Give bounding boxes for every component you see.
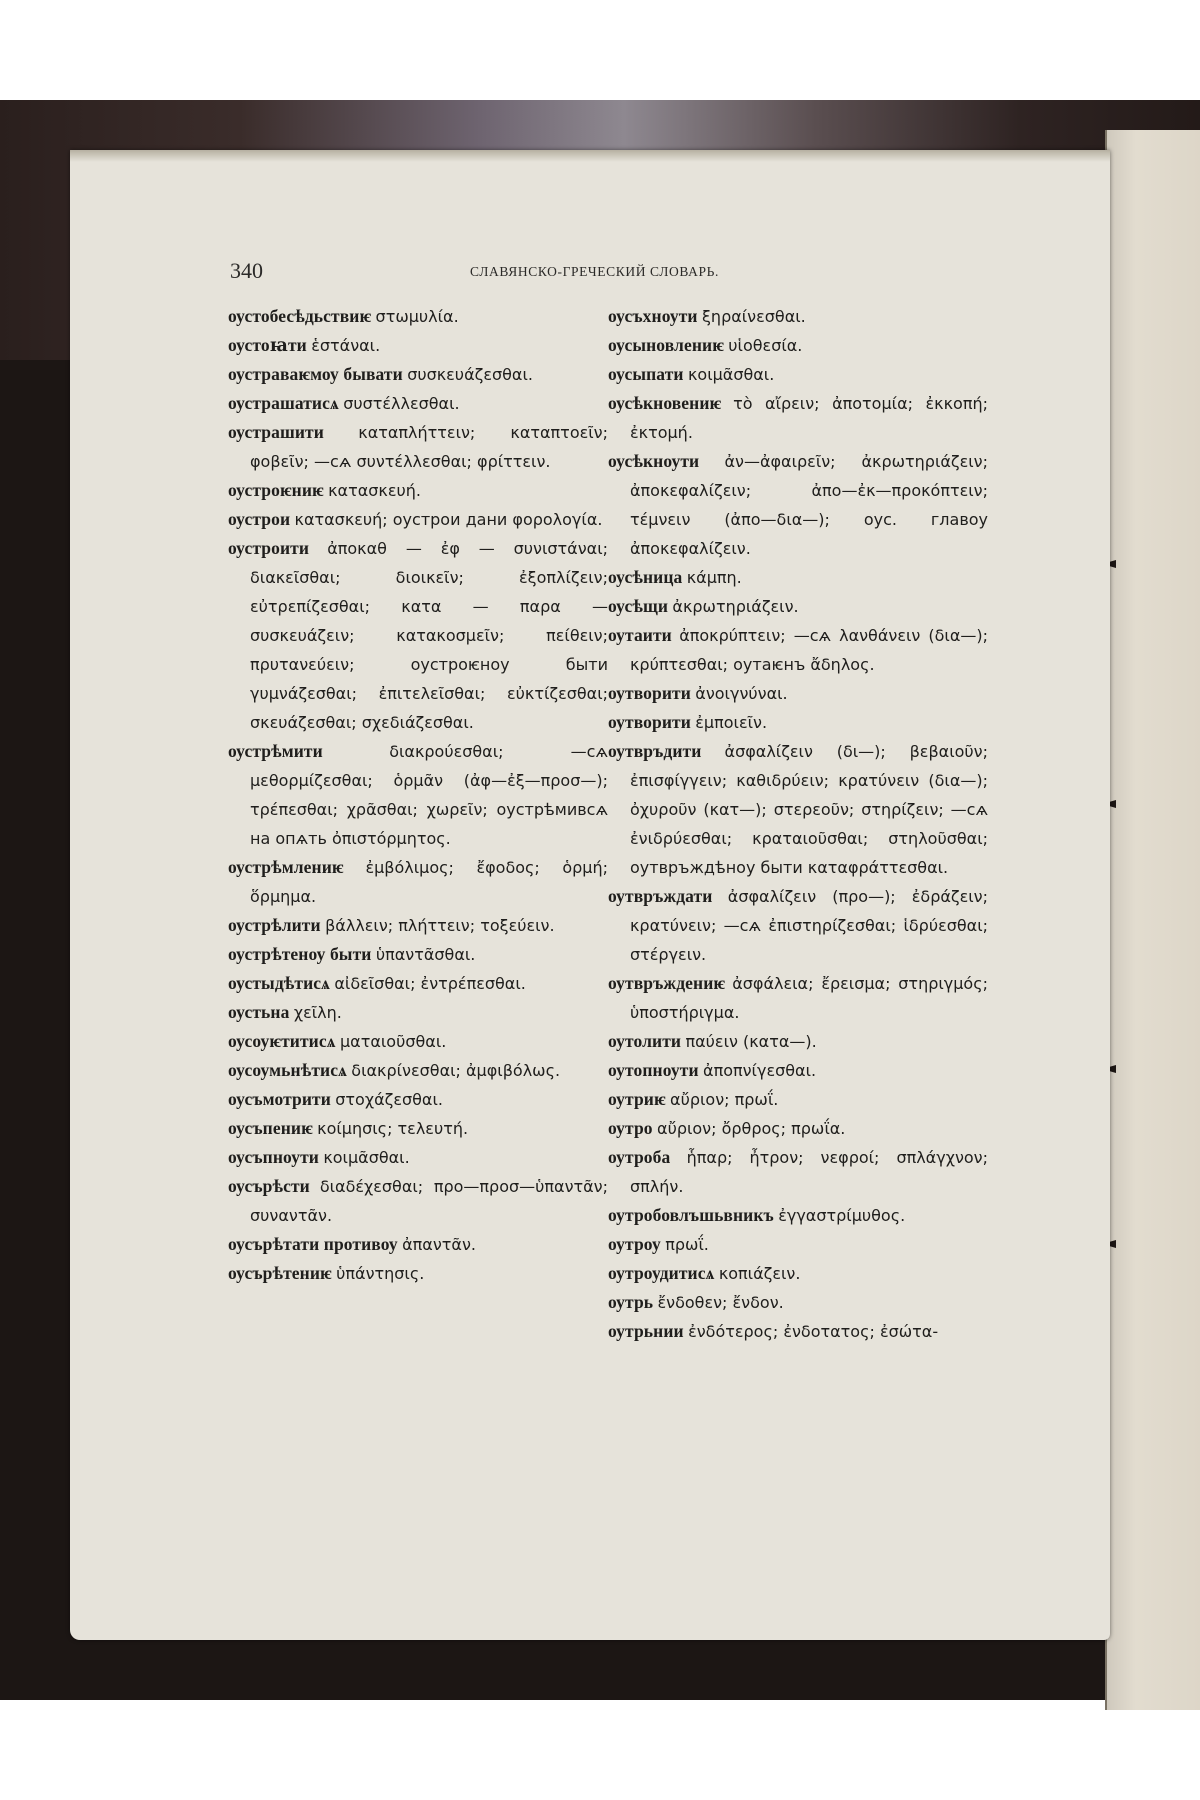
greek-gloss: ἑστάναι.	[311, 336, 381, 355]
greek-gloss: χεῖλη.	[293, 1003, 342, 1022]
dictionary-entry	[228, 418, 608, 476]
headword: оустобесѣдьствиѥ	[228, 306, 372, 326]
greek-gloss: πρωΐ.	[665, 1235, 709, 1254]
dictionary-entry	[608, 1114, 988, 1143]
greek-gloss: ἐνδότερος; ἐνδοτατος; ἐσώτα-	[688, 1322, 939, 1341]
dictionary-entry	[228, 1056, 608, 1085]
photo-bottom-margin	[0, 1700, 1200, 1800]
greek-gloss: ἔνδοθεν; ἔνδον.	[657, 1293, 784, 1312]
greek-gloss: κάμπη.	[686, 568, 742, 587]
headword: оутворити	[608, 683, 691, 703]
headword: оустрашатисѧ	[228, 393, 339, 413]
headword: оутвръждениѥ	[608, 973, 726, 993]
greek-gloss: ὑπαντᾶσθαι.	[375, 945, 476, 964]
greek-gloss: ἀπαντᾶν.	[402, 1235, 476, 1254]
headword: оутрь	[608, 1292, 654, 1312]
headword: оутробовлъшьвникъ	[608, 1205, 774, 1225]
greek-gloss: διαδέχεσθαι; προ—προσ—ὑπαντᾶν; συναντᾶν.	[250, 1177, 609, 1225]
dictionary-entry	[608, 708, 988, 737]
greek-gloss: ἀσφάλεια; ἔρεισμα; στηριγμός; ὑποστήριγμα.	[630, 974, 988, 1022]
greek-gloss: ματαιοῦσθαι.	[339, 1032, 447, 1051]
greek-gloss: κοίμησις; τελευτή.	[317, 1119, 469, 1138]
greek-gloss: τὸ αἴρειν; ἀποτομία; ἐκκοπή; ἐκτομή.	[630, 394, 988, 442]
dictionary-entry	[608, 389, 988, 447]
greek-gloss: ἀσφαλίζειν (δι—); βεβαιοῦν; ἐπισφίγγειν; καθιδρύειν; κρατύνειν (δια—); ὀχυροῦν (κατ—); στερεοῦν; στηρίζειν; —сѧ ἐνιδρύεσθαι; κραταιοῦσθαι; στηλοῦσθαι; оутвръждѣноу быти καταφράττεσθαι.	[630, 742, 988, 877]
greek-gloss: αἰδεῖσθαι; ἐντρέπεσθαι.	[334, 974, 526, 993]
headword: оутворити	[608, 712, 691, 732]
dictionary-entry	[608, 302, 988, 331]
greek-gloss: ἀποπνίγεσθαι.	[703, 1061, 817, 1080]
headword: оусѣкноути	[608, 451, 700, 471]
dictionary-entry	[608, 360, 988, 389]
dictionary-entry	[228, 737, 608, 853]
headword: оусърѣтениѥ	[228, 1263, 332, 1283]
headword: оутвръдити	[608, 741, 702, 761]
headword: оусыновлениѥ	[608, 335, 724, 355]
greek-gloss: ἀν—ἀφαιρεῖν; ἀκρωτηριάζειν; ἀποκεφαλίζειν; ἀπο—ἐκ—προκόπτειν; τέμνειν (ἀπο—δια—); оус. главоу ἀποκεφαλίζειν.	[630, 452, 988, 558]
headword: оутро	[608, 1118, 653, 1138]
dictionary-entry	[608, 331, 988, 360]
headword: оутаити	[608, 625, 672, 645]
dictionary-entry	[608, 969, 988, 1027]
dictionary-entry	[228, 1114, 608, 1143]
greek-gloss: κοπιάζειν.	[718, 1264, 801, 1283]
running-head: СЛАВЯНСКО-ГРЕЧЕСКИЙ СЛОВАРЬ.	[470, 263, 719, 280]
photo-top-margin	[0, 0, 1200, 100]
headword: оусѣница	[608, 567, 683, 587]
greek-gloss: ξηραίνεσθαι.	[702, 307, 806, 326]
dictionary-entry	[228, 1027, 608, 1056]
dictionary-entry	[228, 940, 608, 969]
left-column	[228, 302, 608, 1288]
greek-gloss: κοιμᾶσθαι.	[323, 1148, 410, 1167]
greek-gloss: ἐμβόλιμος; ἔφοδος; ὁρμή; ὅρμημα.	[250, 858, 609, 906]
dictionary-entry	[608, 1288, 988, 1317]
headword: оутолити	[608, 1031, 682, 1051]
headword: оусърѣсти	[228, 1176, 310, 1196]
headword: оусъмотрити	[228, 1089, 331, 1109]
greek-gloss: ἀνοιγνύναι.	[695, 684, 788, 703]
headword: оустоꙗти	[228, 335, 307, 355]
headword: оусѣкновениѥ	[608, 393, 722, 413]
greek-gloss: ἀποκαθ — ἐφ — συνιστάναι; διακεῖσθαι; διοικεῖν; ἐξοπλίζειν; εὐτρεπίζεσθαι; κατα — παρα — συσκευάζειν; κατακοσμεῖν; πείθειν; πρυτανεύειν; оустроѥноу быти γυμνάζεσθαι; ἐπιτελεῖσθαι; εὐκτίζεσθαι; σκευάζεσθαι; σχεδιάζεσθαι.	[250, 539, 609, 732]
dictionary-entry	[228, 1143, 608, 1172]
greek-gloss: βάλλειν; πλήττειν; τοξεύειν.	[325, 916, 555, 935]
greek-gloss: ἐμποιεῖν.	[695, 713, 768, 732]
dictionary-entry	[228, 302, 608, 331]
headword: оустрѣтеноу быти	[228, 944, 372, 964]
dictionary-entry	[608, 1201, 988, 1230]
headword: оутрьнии	[608, 1321, 684, 1341]
dictionary-entry	[228, 1230, 608, 1259]
headword: оусърѣтати противоу	[228, 1234, 398, 1254]
headword: оустрѣмити	[228, 741, 323, 761]
headword: оутроудитисѧ	[608, 1263, 715, 1283]
headword: оутроба	[608, 1147, 671, 1167]
dictionary-entry	[228, 360, 608, 389]
right-column	[608, 302, 988, 1346]
greek-gloss: ἀσφαλίζειν (προ—); ἐδράζειν; κρατύνειν; —сѧ ἐπιστηρίζεσθαι; ἱδρύεσθαι; στέργειν.	[630, 887, 988, 964]
dictionary-entry	[228, 476, 608, 505]
dictionary-entry	[228, 505, 608, 534]
greek-gloss: κοιμᾶσθαι.	[687, 365, 775, 384]
greek-gloss: στωμυλία.	[375, 307, 459, 326]
greek-gloss: διακρούεσθαι; —сѧ μεθορμίζεσθαι; ὁρμᾶν (ἀφ—ἐξ—προσ—); τρέπεσθαι; χρᾶσθαι; χωρεῖν; оустрѣмивсѧ на опѧть ὀπιστόρμητος.	[250, 742, 608, 848]
dictionary-entry	[608, 1085, 988, 1114]
headword: оустыдѣтисѧ	[228, 973, 330, 993]
headword: оустраваѥмоу бывати	[228, 364, 403, 384]
dictionary-entry	[608, 447, 988, 563]
greek-gloss: συσκευάζεσθαι.	[407, 365, 533, 384]
dictionary-entry	[228, 1259, 608, 1288]
dictionary-entry	[228, 1172, 608, 1230]
greek-gloss: υἱοθεσία.	[728, 336, 803, 355]
greek-gloss: ἧπαρ; ἦτρον; νεφροί; σπλάγχνον; σπλήν.	[630, 1148, 988, 1196]
greek-gloss: αὔριον; ὄρθρος; πρωΐα.	[657, 1119, 846, 1138]
greek-gloss: στοχάζεσθαι.	[335, 1090, 443, 1109]
headword: оусъхноути	[608, 306, 698, 326]
headword: оусоуѥтитисѧ	[228, 1031, 336, 1051]
headword: оустроити	[228, 538, 310, 558]
dictionary-entry	[228, 998, 608, 1027]
headword: оусъпениѥ	[228, 1118, 313, 1138]
headword: оутопноути	[608, 1060, 699, 1080]
dictionary-entry	[608, 1317, 988, 1346]
dictionary-entry	[608, 1259, 988, 1288]
dictionary-entry	[608, 882, 988, 969]
headword: оустьна	[228, 1002, 290, 1022]
adjacent-page-edge	[1105, 130, 1200, 1710]
headword: оустрои	[228, 509, 291, 529]
greek-gloss: κατασκευή.	[328, 481, 421, 500]
headword: оутриѥ	[608, 1089, 666, 1109]
dictionary-entry	[608, 592, 988, 621]
greek-gloss: ἀκρωτηριάζειν.	[672, 597, 799, 616]
dictionary-entry	[228, 389, 608, 418]
dictionary-entry	[228, 534, 608, 737]
dictionary-entry	[608, 1027, 988, 1056]
dictionary-entry	[608, 1056, 988, 1085]
dictionary-entry	[608, 737, 988, 882]
headword: оустрѣлити	[228, 915, 321, 935]
headword: оустрѣмлениѥ	[228, 857, 344, 877]
greek-gloss: διακρίνεσθαι; ἀμφιβόλως.	[351, 1061, 561, 1080]
headword: оутвръждати	[608, 886, 713, 906]
greek-gloss: ὑπάντησις.	[336, 1264, 425, 1283]
dictionary-entry	[608, 1143, 988, 1201]
dictionary-entry	[608, 679, 988, 708]
greek-gloss: ἐγγαστρίμυθος.	[778, 1206, 906, 1225]
greek-gloss: συστέλλεσθαι.	[343, 394, 460, 413]
headword: оустрашити	[228, 422, 324, 442]
dictionary-entry	[608, 563, 988, 592]
headword: оутроу	[608, 1234, 661, 1254]
headword: оустроѥниѥ	[228, 480, 324, 500]
greek-gloss: παύειν (κατα—).	[685, 1032, 817, 1051]
greek-gloss: ἀποκρύπτειν; —сѧ λανθάνειν (δια—); κρύπτεσθαι; оутаѥнъ ἄδηλος.	[630, 626, 989, 674]
page-number: 340	[230, 258, 263, 283]
headword: оусъпноути	[228, 1147, 319, 1167]
greek-gloss: κατασκευή; оустрои дани φορολογία.	[294, 510, 603, 529]
headword: оусѣщи	[608, 596, 669, 616]
book-page	[70, 150, 1110, 1640]
dictionary-entry	[228, 1085, 608, 1114]
dictionary-entry	[228, 911, 608, 940]
dictionary-entry	[608, 1230, 988, 1259]
greek-gloss: καταπλήττειν; καταπτοεῖν; φοβεῖν; —сѧ συντέλλεσθαι; φρίττειν.	[250, 423, 608, 471]
dictionary-entry	[228, 969, 608, 998]
dictionary-entry	[608, 621, 988, 679]
headword: оусыпати	[608, 364, 684, 384]
dictionary-entry	[228, 853, 608, 911]
headword: оусоумьнѣтисѧ	[228, 1060, 347, 1080]
dictionary-entry	[228, 331, 608, 360]
greek-gloss: αὔριον; πρωΐ.	[670, 1090, 779, 1109]
